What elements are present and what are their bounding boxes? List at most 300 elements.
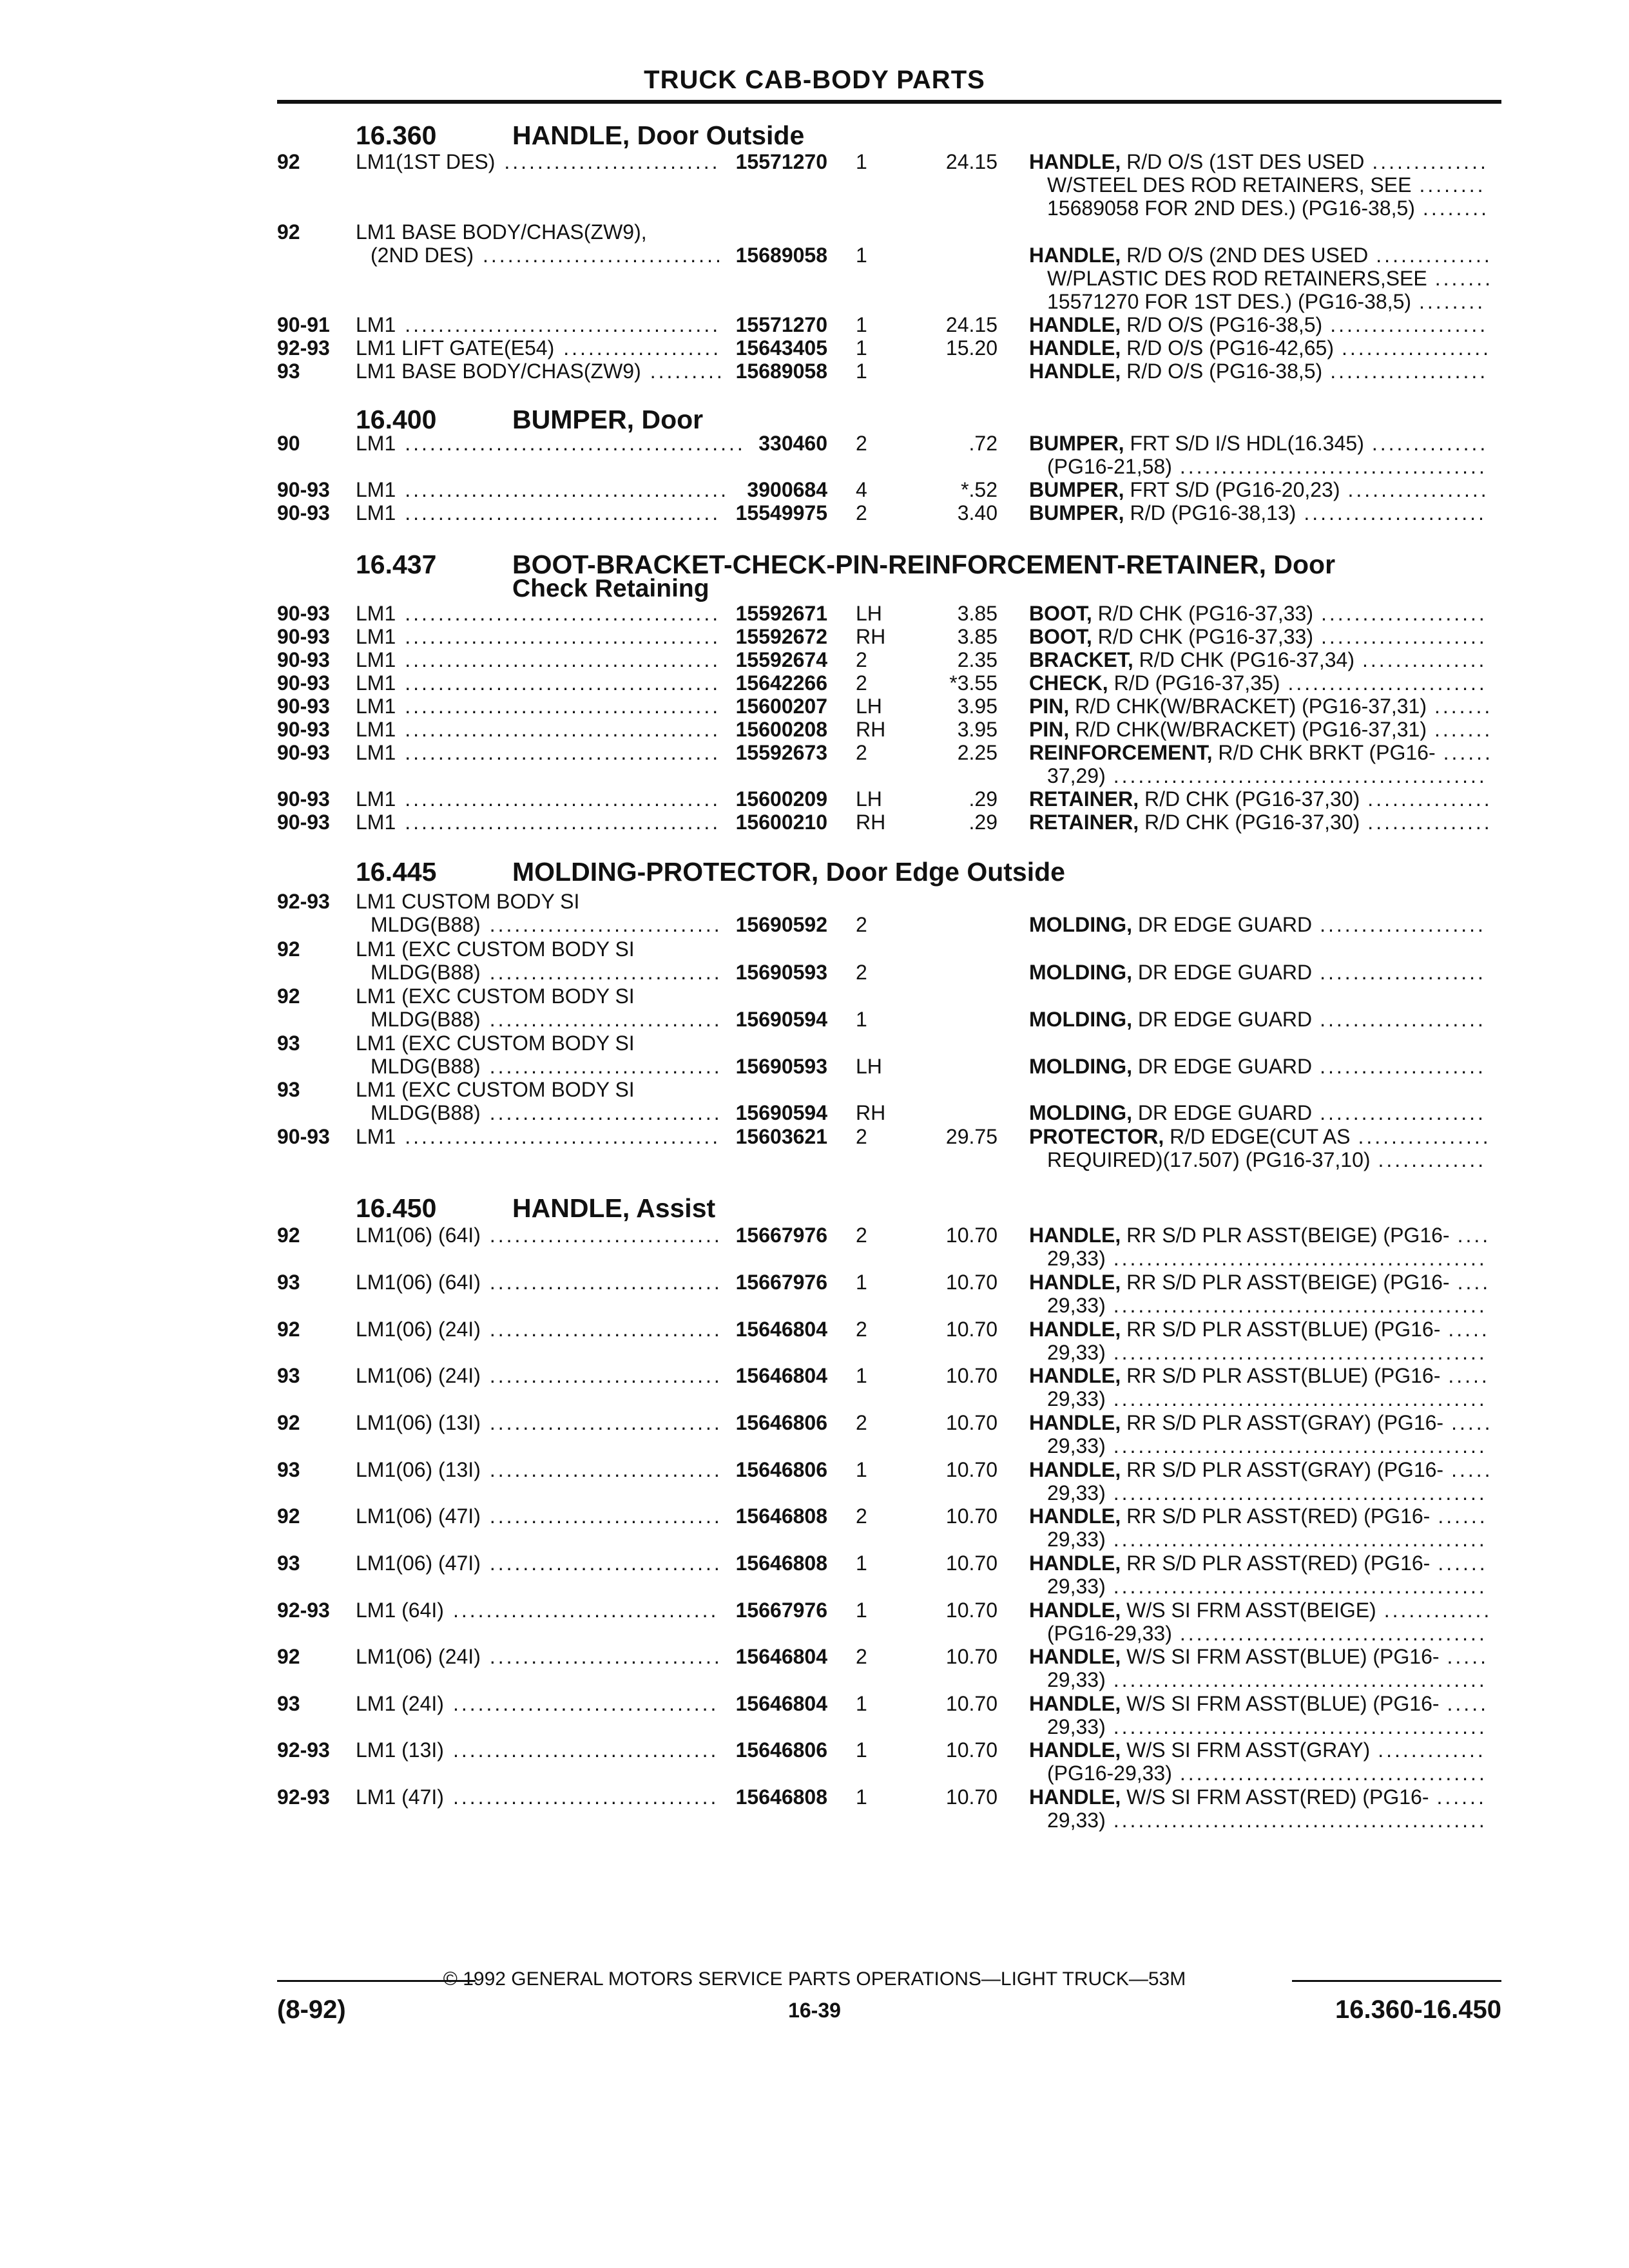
price: 10.70 (945, 1692, 998, 1715)
model-year: 90-93 (277, 648, 330, 671)
part-description (1029, 1055, 1312, 1078)
part-description (1029, 718, 1427, 741)
trailing-leader-dots: ..... (1448, 1364, 1490, 1387)
part-name: PIN, (1029, 718, 1070, 741)
quantity: 2 (856, 961, 867, 984)
part-description (1029, 648, 1354, 671)
part-detail: DR EDGE GUARD (1137, 1055, 1313, 1078)
part-entry-row-continued (0, 1055, 1629, 1078)
part-entry-row (0, 432, 1629, 455)
part-detail: R/D CHK (PG16-37,33) (1097, 625, 1313, 648)
quantity: LH (856, 1055, 882, 1078)
part-name: HANDLE, (1029, 1224, 1121, 1247)
part-detail-continued: 29,33) (1047, 1528, 1106, 1551)
part-description (1029, 913, 1312, 936)
part-description (1029, 244, 1368, 267)
trailing-leader-dots: ..... (1447, 1645, 1489, 1668)
part-description (1029, 1318, 1440, 1341)
trailing-leader-dots: ...... (1436, 1785, 1487, 1809)
part-name: HANDLE, (1029, 1458, 1121, 1481)
part-number: 15646806 (735, 1411, 827, 1434)
part-number: 15646804 (735, 1318, 827, 1341)
quantity: 2 (856, 1224, 867, 1247)
quantity: 1 (856, 1271, 867, 1294)
section-name: BUMPER, Door (512, 405, 704, 434)
trailing-leader-dots: .............. (1372, 150, 1489, 173)
part-detail: R/D CHK (PG16-37,34) (1139, 648, 1354, 671)
part-description-continued (0, 1247, 1629, 1270)
model-year: 92-93 (277, 336, 330, 360)
part-description (1029, 625, 1313, 648)
part-detail: RR S/D PLR ASST(RED) (PG16- (1126, 1504, 1431, 1528)
footer-page-number: 16-39 (788, 1999, 841, 2022)
part-name: HANDLE, (1029, 1645, 1121, 1668)
part-name: HANDLE, (1029, 1318, 1121, 1341)
quantity: 2 (856, 1504, 867, 1528)
part-description-continued (0, 197, 1629, 220)
part-name: HANDLE, (1029, 1411, 1121, 1434)
part-number: 15646804 (735, 1645, 827, 1668)
part-name: BUMPER, (1029, 501, 1124, 524)
application-desc-continued: MLDG(B88) (371, 961, 481, 984)
trailing-leader-dots: ............................................. (1113, 1809, 1487, 1832)
part-description (1029, 1552, 1430, 1575)
price: 10.70 (945, 1458, 998, 1481)
price: 24.15 (945, 150, 998, 173)
trailing-leader-dots: ............. (1378, 1148, 1487, 1171)
part-entry-row (0, 1785, 1629, 1809)
quantity: 2 (856, 1125, 867, 1148)
trailing-leader-dots: ........ (1419, 290, 1486, 313)
application-desc: LM1 (356, 432, 396, 455)
leader-dots: ............................ (489, 1271, 722, 1294)
price: 3.95 (957, 695, 998, 718)
part-entry-row (0, 336, 1629, 360)
application-desc: LM1(06) (64I) (356, 1224, 481, 1247)
quantity: 2 (856, 913, 867, 936)
part-entry-row-continued (0, 961, 1629, 984)
part-description (1029, 1125, 1350, 1148)
part-description-continued (0, 764, 1629, 787)
part-description-continued (0, 1341, 1629, 1364)
part-description-continued (0, 1148, 1629, 1171)
part-description (1029, 1224, 1450, 1247)
quantity: 1 (856, 1364, 867, 1387)
part-detail: RR S/D PLR ASST(RED) (PG16- (1126, 1552, 1431, 1575)
part-entry-row (0, 671, 1629, 695)
price: 10.70 (945, 1318, 998, 1341)
section-number: 16.360 (356, 120, 437, 150)
model-year: 90-93 (277, 695, 330, 718)
price: 10.70 (945, 1364, 998, 1387)
price: 10.70 (945, 1552, 998, 1575)
part-detail-continued: 29,33) (1047, 1341, 1106, 1364)
part-entry-row (0, 718, 1629, 741)
price: 15.20 (945, 336, 998, 360)
part-detail-continued: W/PLASTIC DES ROD RETAINERS,SEE (1047, 267, 1427, 290)
quantity: 1 (856, 313, 867, 336)
section-number: 16.450 (356, 1193, 437, 1223)
part-detail-continued: (PG16-21,58) (1047, 455, 1172, 478)
part-detail: RR S/D PLR ASST(GRAY) (PG16- (1126, 1411, 1444, 1434)
part-number: 15600207 (735, 695, 827, 718)
footer-copyright: © 1992 GENERAL MOTORS SERVICE PARTS OPERATIONS—LIGHT TRUCK—53M (443, 1968, 1186, 1990)
part-description (1029, 1785, 1429, 1809)
model-year: 92-93 (277, 1599, 330, 1622)
quantity: LH (856, 602, 882, 625)
leader-dots: ...................................... (405, 718, 721, 741)
quantity: LH (856, 695, 882, 718)
part-detail-continued: 15689058 FOR 2ND DES.) (PG16-38,5) (1047, 197, 1415, 220)
part-description (1029, 602, 1313, 625)
trailing-leader-dots: ................... (1330, 313, 1489, 336)
trailing-leader-dots: ....... (1434, 718, 1493, 741)
model-year: 92-93 (277, 890, 330, 913)
model-year: 92 (277, 150, 300, 173)
part-detail-continued: 29,33) (1047, 1387, 1106, 1410)
leader-dots: ............................ (489, 1364, 722, 1387)
quantity: 2 (856, 671, 867, 695)
application-desc: LM1(06) (13I) (356, 1411, 481, 1434)
part-number: 15642266 (735, 671, 827, 695)
application-desc: LM1 (356, 1125, 396, 1148)
part-name: BUMPER, (1029, 432, 1124, 455)
trailing-leader-dots: .... (1457, 1224, 1491, 1247)
leader-dots: ......................................... (405, 432, 746, 455)
part-detail: W/S SI FRM ASST(RED) (PG16- (1126, 1785, 1429, 1809)
trailing-leader-dots: .................... (1320, 1101, 1486, 1124)
part-detail-continued: 29,33) (1047, 1481, 1106, 1504)
trailing-leader-dots: .................... (1320, 913, 1486, 936)
part-detail: RR S/D PLR ASST(BLUE) (PG16- (1126, 1318, 1441, 1341)
part-number: 15592672 (735, 625, 827, 648)
part-detail: R/D CHK(W/BRACKET) (PG16-37,31) (1075, 695, 1427, 718)
model-year: 93 (277, 1078, 300, 1101)
model-year: 92 (277, 937, 300, 961)
model-year: 90-93 (277, 787, 330, 811)
application-desc: LM1 (356, 602, 396, 625)
part-entry-row-continued (0, 913, 1629, 936)
quantity: RH (856, 625, 886, 648)
application-desc-continued: MLDG(B88) (371, 1055, 481, 1078)
part-detail: W/S SI FRM ASST(BLUE) (PG16- (1126, 1692, 1440, 1715)
part-name: HANDLE, (1029, 313, 1121, 336)
footer-date: (8-92) (277, 1995, 346, 2024)
application-desc: LM1 CUSTOM BODY SI (356, 890, 580, 913)
leader-dots: ............................ (489, 961, 722, 984)
part-number: 15690594 (735, 1008, 827, 1031)
quantity: 1 (856, 360, 867, 383)
price: 3.85 (957, 625, 998, 648)
part-number: 15690592 (735, 913, 827, 936)
quantity: 2 (856, 648, 867, 671)
part-entry-row (0, 150, 1629, 173)
trailing-leader-dots: ............................................. (1113, 1715, 1487, 1738)
part-description (1029, 1599, 1376, 1622)
quantity: 1 (856, 1738, 867, 1762)
trailing-leader-dots: ........................ (1287, 671, 1487, 695)
quantity: 4 (856, 478, 867, 501)
quantity: 1 (856, 1599, 867, 1622)
part-description-continued (0, 290, 1629, 313)
part-entry-row (0, 1125, 1629, 1148)
leader-dots: ............................ (489, 913, 722, 936)
application-desc: LM1(06) (47I) (356, 1504, 481, 1528)
price: 29.75 (945, 1125, 998, 1148)
part-name: HANDLE, (1029, 1738, 1121, 1762)
trailing-leader-dots: ............................................. (1113, 764, 1487, 787)
part-number: 15646808 (735, 1552, 827, 1575)
section-name: BOOT-BRACKET-CHECK-PIN-REINFORCEMENT-RETAINER, Door (512, 550, 1336, 579)
part-detail-continued: 29,33) (1047, 1668, 1106, 1691)
part-description (1029, 787, 1360, 811)
part-number: 15689058 (735, 244, 827, 267)
part-name: RETAINER, (1029, 787, 1139, 811)
part-detail-continued: 29,33) (1047, 1247, 1106, 1270)
part-description (1029, 360, 1322, 383)
trailing-leader-dots: ................ (1358, 1125, 1491, 1148)
part-detail-continued: 29,33) (1047, 1809, 1106, 1832)
trailing-leader-dots: ............. (1378, 1738, 1486, 1762)
application-desc: LM1 (356, 695, 396, 718)
part-description (1029, 1364, 1440, 1387)
part-description (1029, 1101, 1312, 1124)
part-number: 15571270 (735, 313, 827, 336)
part-entry-row (0, 478, 1629, 501)
trailing-leader-dots: .... (1457, 1271, 1491, 1294)
application-desc: LM1 LIFT GATE(E54) (356, 336, 555, 360)
application-desc-continued: MLDG(B88) (371, 913, 481, 936)
part-entry-row (0, 648, 1629, 671)
trailing-leader-dots: ................. (1347, 478, 1489, 501)
part-entry-row (0, 1552, 1629, 1575)
model-year: 90-93 (277, 811, 330, 834)
part-detail-continued: (PG16-29,33) (1047, 1762, 1172, 1785)
trailing-leader-dots: .................. (1342, 336, 1492, 360)
part-entry-row (0, 220, 1629, 244)
part-detail: DR EDGE GUARD (1137, 1101, 1313, 1124)
application-desc-continued: MLDG(B88) (371, 1101, 481, 1124)
part-description (1029, 313, 1322, 336)
quantity: 2 (856, 741, 867, 764)
part-number: 3900684 (747, 478, 827, 501)
part-detail: R/D CHK (PG16-37,30) (1144, 811, 1360, 834)
part-detail: R/D EDGE(CUT AS (1170, 1125, 1351, 1148)
part-entry-row (0, 1411, 1629, 1434)
part-description-continued (0, 1715, 1629, 1738)
part-description (1029, 741, 1436, 764)
quantity: 1 (856, 1458, 867, 1481)
part-name: PROTECTOR, (1029, 1125, 1164, 1148)
part-number: 15646808 (735, 1785, 827, 1809)
model-year: 92 (277, 1224, 300, 1247)
part-name: HANDLE, (1029, 1552, 1121, 1575)
application-desc: LM1 (356, 648, 396, 671)
part-description (1029, 811, 1360, 834)
part-detail-continued: W/STEEL DES ROD RETAINERS, SEE (1047, 173, 1412, 197)
running-head: TRUCK CAB-BODY PARTS (644, 66, 985, 94)
part-description-continued (0, 1387, 1629, 1410)
price: 3.85 (957, 602, 998, 625)
trailing-leader-dots: .................... (1321, 602, 1487, 625)
quantity: RH (856, 1101, 886, 1124)
part-detail: R/D CHK BRKT (PG16- (1218, 741, 1436, 764)
part-name: RETAINER, (1029, 811, 1139, 834)
trailing-leader-dots: ........ (1419, 173, 1486, 197)
model-year: 92 (277, 985, 300, 1008)
part-description (1029, 1738, 1370, 1762)
application-desc: LM1 (356, 625, 396, 648)
part-detail-continued: REQUIRED)(17.507) (PG16-37,10) (1047, 1148, 1371, 1171)
application-desc: LM1 (356, 478, 396, 501)
application-desc: LM1(06) (24I) (356, 1645, 481, 1668)
part-entry-row (0, 1078, 1629, 1101)
price: 3.40 (957, 501, 998, 524)
application-desc-continued: (2ND DES) (371, 244, 474, 267)
leader-dots: ............................ (489, 1504, 722, 1528)
quantity: RH (856, 718, 886, 741)
leader-dots: ............................ (489, 1224, 722, 1247)
part-name: MOLDING, (1029, 1008, 1132, 1031)
section-name-line2: Check Retaining (512, 575, 709, 602)
part-name: HANDLE, (1029, 244, 1121, 267)
part-detail: R/D (PG16-37,35) (1113, 671, 1280, 695)
model-year: 92-93 (277, 1738, 330, 1762)
part-detail-continued: 37,29) (1047, 764, 1106, 787)
part-name: HANDLE, (1029, 1504, 1121, 1528)
part-number: 15592671 (735, 602, 827, 625)
quantity: 1 (856, 1785, 867, 1809)
leader-dots: ....................................... (405, 478, 729, 501)
model-year: 93 (277, 360, 300, 383)
application-desc: LM1(06) (24I) (356, 1364, 481, 1387)
part-description-continued (0, 267, 1629, 290)
part-detail: DR EDGE GUARD (1137, 913, 1313, 936)
part-description (1029, 1692, 1440, 1715)
part-description-continued (0, 1575, 1629, 1598)
part-entry-row (0, 1738, 1629, 1762)
section-number: 16.400 (356, 405, 437, 434)
part-name: BRACKET, (1029, 648, 1133, 671)
part-name: BOOT, (1029, 602, 1092, 625)
trailing-leader-dots: .................... (1321, 625, 1487, 648)
trailing-leader-dots: ....... (1434, 267, 1493, 290)
application-desc: LM1 (EXC CUSTOM BODY SI (356, 985, 635, 1008)
quantity: LH (856, 787, 882, 811)
part-detail: R/D CHK (PG16-37,33) (1097, 602, 1313, 625)
model-year: 90-93 (277, 602, 330, 625)
trailing-leader-dots: ............... (1367, 787, 1492, 811)
part-description (1029, 336, 1334, 360)
part-description-continued (0, 1622, 1629, 1645)
leader-dots: ...................................... (405, 313, 721, 336)
part-name: MOLDING, (1029, 913, 1132, 936)
trailing-leader-dots: ..... (1448, 1318, 1490, 1341)
application-desc-continued: MLDG(B88) (371, 1008, 481, 1031)
part-number: 15690594 (735, 1101, 827, 1124)
trailing-leader-dots: ...... (1438, 1504, 1488, 1528)
application-desc: LM1 BASE BODY/CHAS(ZW9) (356, 360, 641, 383)
part-description (1029, 478, 1340, 501)
part-entry-row-continued (0, 1008, 1629, 1031)
part-description-continued (0, 1668, 1629, 1691)
model-year: 93 (277, 1458, 300, 1481)
part-description (1029, 1411, 1443, 1434)
part-number: 15600210 (735, 811, 827, 834)
trailing-leader-dots: ............................................. (1113, 1247, 1487, 1270)
part-entry-row (0, 937, 1629, 961)
part-description (1029, 695, 1427, 718)
part-number: 15690593 (735, 961, 827, 984)
section-name: HANDLE, Assist (512, 1193, 716, 1223)
part-entry-row (0, 787, 1629, 811)
part-description-continued (0, 173, 1629, 197)
quantity: 1 (856, 1692, 867, 1715)
part-entry-row (0, 741, 1629, 764)
quantity: 2 (856, 1645, 867, 1668)
part-number: 15592674 (735, 648, 827, 671)
trailing-leader-dots: ...... (1443, 741, 1493, 764)
part-detail: W/S SI FRM ASST(BEIGE) (1126, 1599, 1376, 1622)
model-year: 90 (277, 432, 300, 455)
part-description-continued (0, 1809, 1629, 1832)
part-number: 15646806 (735, 1738, 827, 1762)
model-year: 93 (277, 1271, 300, 1294)
model-year: 90-93 (277, 1125, 330, 1148)
part-number: 15689058 (735, 360, 827, 383)
model-year: 92 (277, 220, 300, 244)
part-entry-row (0, 1032, 1629, 1055)
application-desc: LM1 (356, 811, 396, 834)
part-number: 15667976 (735, 1224, 827, 1247)
section-name: HANDLE, Door Outside (512, 120, 805, 150)
part-number: 15646804 (735, 1692, 827, 1715)
part-detail-continued: 15571270 FOR 1ST DES.) (PG16-38,5) (1047, 290, 1412, 313)
part-name: BUMPER, (1029, 478, 1124, 501)
trailing-leader-dots: ............................................. (1113, 1387, 1487, 1410)
price: .29 (969, 787, 998, 811)
part-number: 15571270 (735, 150, 827, 173)
leader-dots: ............................. (483, 244, 724, 267)
part-name: PIN, (1029, 695, 1070, 718)
leader-dots: ...................................... (405, 741, 721, 764)
part-name: MOLDING, (1029, 961, 1132, 984)
model-year: 90-93 (277, 718, 330, 741)
model-year: 92 (277, 1318, 300, 1341)
part-description-continued (0, 1528, 1629, 1551)
price: .72 (969, 432, 998, 455)
part-number: 15646808 (735, 1504, 827, 1528)
trailing-leader-dots: ............................................. (1113, 1481, 1487, 1504)
part-number: 15690593 (735, 1055, 827, 1078)
leader-dots: ......... (650, 360, 725, 383)
part-entry-row (0, 625, 1629, 648)
part-entry-row (0, 985, 1629, 1008)
model-year: 90-93 (277, 478, 330, 501)
part-detail: RR S/D PLR ASST(GRAY) (PG16- (1126, 1458, 1444, 1481)
trailing-leader-dots: ...................... (1304, 501, 1487, 524)
leader-dots: ................................ (452, 1738, 719, 1762)
part-description (1029, 432, 1364, 455)
part-entry-row (0, 1458, 1629, 1481)
application-desc: LM1 (356, 741, 396, 764)
trailing-leader-dots: ............... (1367, 811, 1492, 834)
trailing-leader-dots: .................... (1320, 1055, 1486, 1078)
price: *3.55 (949, 671, 998, 695)
part-detail: RR S/D PLR ASST(BEIGE) (PG16- (1126, 1271, 1450, 1294)
leader-dots: ...................................... (405, 602, 721, 625)
part-number: 15667976 (735, 1271, 827, 1294)
